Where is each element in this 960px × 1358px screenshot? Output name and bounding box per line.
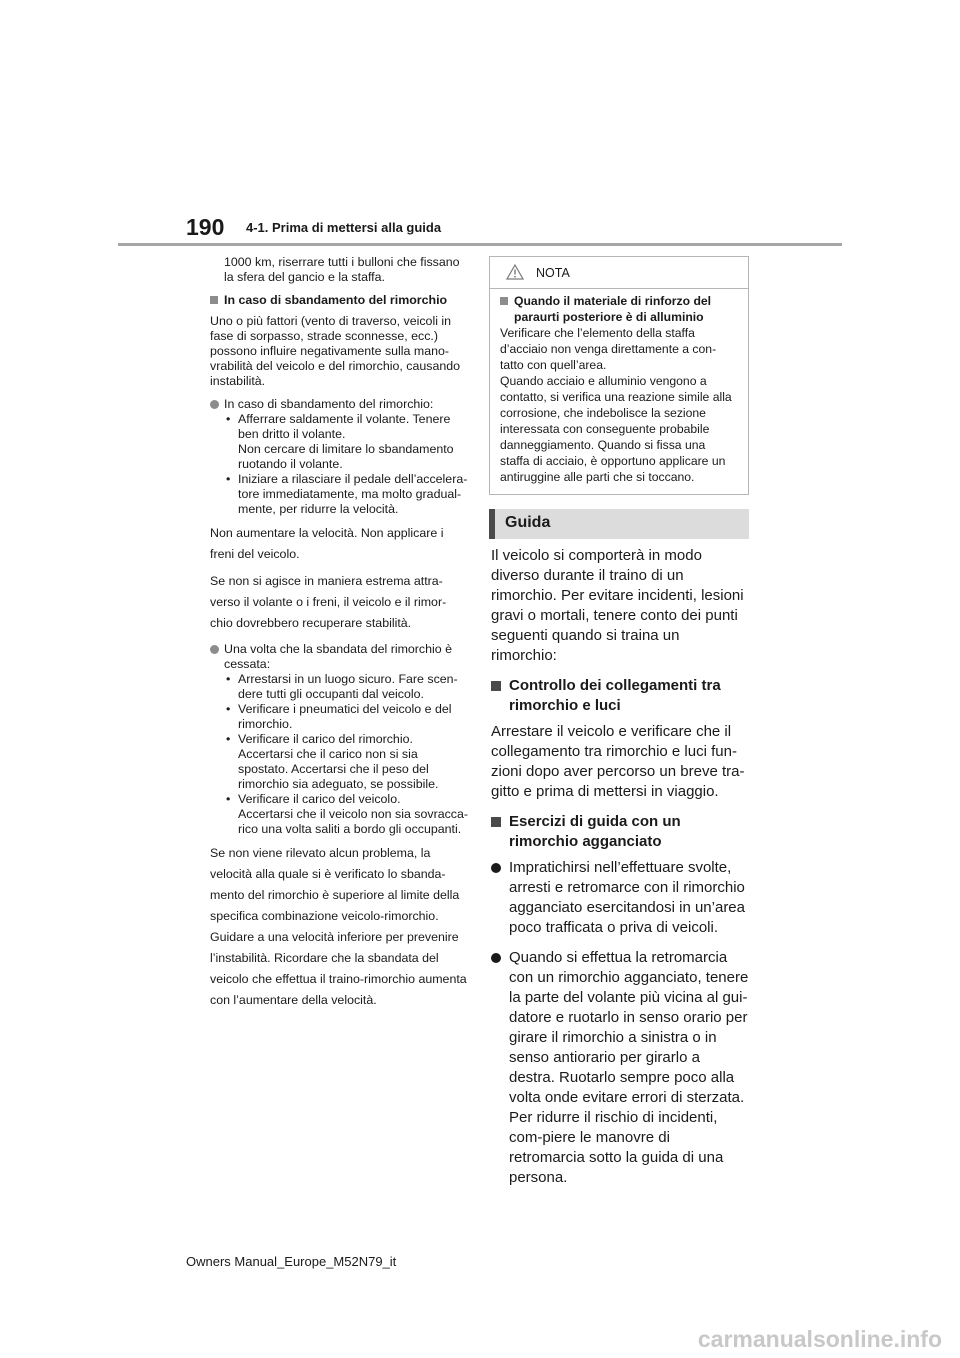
square-bullet-icon — [500, 297, 508, 305]
after-sway-sub-list — [224, 672, 468, 837]
practice-heading — [491, 812, 749, 852]
practice-bullet-1 — [491, 858, 749, 938]
practice-bullet-2 — [491, 948, 749, 1188]
no-accelerate-paragraph: Non aumentare la velocità. Non applicare i freni del veicolo. — [210, 526, 444, 561]
guida-title: Guida — [505, 514, 551, 531]
recover-paragraph: Se non si agisce in maniera estrema attra-verso il volante o i freni, il veicolo e il rimor-chio dovrebbero recuperare stabilità. — [210, 574, 447, 630]
watermark[interactable]: carmanualsonline.info — [697, 1326, 942, 1352]
note-paragraph-2: Quando acciaio e alluminio vengono a contatto, si verifica una reazione simile alla corrosione, che indebolisce la sezione interessata con conseguente probabile danneggiamento. Quando si fissa una staffa di acciaio, è opportuno applicare un antiruggine alle parti che si toccano. — [500, 374, 732, 484]
note-header — [490, 257, 748, 289]
after-sway-bullet — [210, 642, 468, 837]
connections-paragraph: Arrestare il veicolo e verificare che il collegamento tra rimorchio e luci fun-zioni dopo aver percorso un breve tra-gitto e prima di mettersi in viaggio. — [491, 723, 745, 800]
section-accent-bar — [489, 509, 495, 539]
warning-triangle-icon — [506, 264, 524, 280]
note-heading-text: Quando il materiale di rinforzo del paraurti posteriore è di alluminio — [514, 294, 712, 324]
practice-bullet-1-text: Impratichirsi nell’effettuare svolte, arresti e retromarce con il rimorchio agganciato esercitandosi in un’area poco trafficata o priva di veicoli. — [509, 859, 745, 936]
square-bullet-icon — [210, 296, 218, 304]
footer-text: Owners Manual_Europe_M52N79_it — [186, 1254, 397, 1269]
practice-heading-text: Esercizi di guida con un rimorchio agganciato — [509, 813, 681, 850]
note-box — [489, 256, 749, 495]
list-item: • Verificare il carico del veicolo. Accertarsi che il veicolo non sia sovracca-rico una volta saliti a bordo gli occupanti. — [226, 792, 469, 836]
list-item: • Arrestarsi in un luogo sicuro. Fare scen-dere tutti gli occupanti dal veicolo. — [226, 672, 458, 701]
connections-heading — [491, 676, 749, 716]
list-item: • Verificare i pneumatici del veicolo e del rimorchio. — [226, 702, 452, 731]
sway-bullet-lead: In caso di sbandamento del rimorchio: — [224, 397, 434, 411]
list-item: • Verificare il carico del rimorchio. Accertarsi che il carico non si sia spostato. Accertarsi che il peso del rimorchio sia adeguato, se possibile. — [226, 732, 439, 791]
trailer-sway-heading — [210, 293, 468, 308]
note-title: NOTA — [536, 266, 570, 280]
left-column — [210, 255, 468, 1017]
sway-sub-list — [224, 412, 468, 517]
trailer-sway-intro: Uno o più fattori (vento di traverso, veicoli in fase di sorpasso, strade sconnesse, ecc.) possono influire negativamente sulla mano-vrabilità del veicolo e del rimorchio, causando instabilità. — [210, 314, 461, 388]
no-problem-paragraph: Se non viene rilevato alcun problema, la velocità alla quale si è verificato lo sbanda-mento del rimorchio è superiore al limite della specifica combinazione veicolo-rimorchio. Guidare a una velocità inferiore per prevenire l’instabilità. Ricordare che la sbandata del veicolo che effettua il traino-rimorchio aumenta con l’aumentare della velocità. — [210, 846, 467, 1007]
section-title: 4-1. Prima di mettersi alla guida — [246, 220, 442, 235]
circle-bullet-icon — [491, 863, 501, 873]
circle-bullet-icon — [210, 645, 219, 654]
continued-paragraph: 1000 km, riserrare tutti i bulloni che fissano la sfera del gancio e la staffa. — [224, 255, 460, 284]
practice-bullet-2-text: Quando si effettua la retromarcia con un rimorchio agganciato, tenere la parte del volante più vicina al gui-datore e ruotarlo in senso orario per girare il rimorchio a sinistra o in senso antiorario per girarlo a destra. Ruotarlo sempre poco alla volta onde evitare errori di sterzata. Per ridurre il rischio di incidenti, com-piere le manovre di retromarcia sotto la guida di una persona. — [509, 949, 749, 1186]
note-heading — [500, 293, 738, 325]
list-item: • Afferrare saldamente il volante. Tenere ben dritto il volante. Non cercare di limitare lo sbandamento ruotando il volante. — [226, 412, 454, 471]
right-column — [491, 546, 749, 1198]
note-body — [490, 289, 748, 485]
note-paragraph-1: Verificare che l’elemento della staffa d’acciaio non venga direttamente a con-tatto con quell’area. — [500, 326, 717, 372]
trailer-sway-heading-text: In caso di sbandamento del rimorchio — [224, 293, 448, 307]
list-item: • Iniziare a rilasciare il pedale dell’accelera-tore immediatamente, ma molto gradual-mente, per ridurre la velocità. — [226, 472, 468, 516]
connections-heading-text: Controllo dei collegamenti tra rimorchio e luci — [509, 677, 721, 714]
square-bullet-icon — [491, 681, 501, 691]
header-rule — [118, 243, 842, 246]
sway-bullet — [210, 397, 468, 517]
square-bullet-icon — [491, 817, 501, 827]
guida-intro: Il veicolo si comporterà in modo diverso durante il traino di un rimorchio. Per evitare incidenti, lesioni gravi o mortali, tenere conto dei punti seguenti quando si traina un rimorchio: — [491, 547, 744, 664]
page-number: 190 — [186, 214, 225, 240]
circle-bullet-icon — [210, 400, 219, 409]
circle-bullet-icon — [491, 953, 501, 963]
guida-section-header — [489, 509, 749, 539]
after-sway-lead: Una volta che la sbandata del rimorchio è cessata: — [224, 642, 452, 671]
